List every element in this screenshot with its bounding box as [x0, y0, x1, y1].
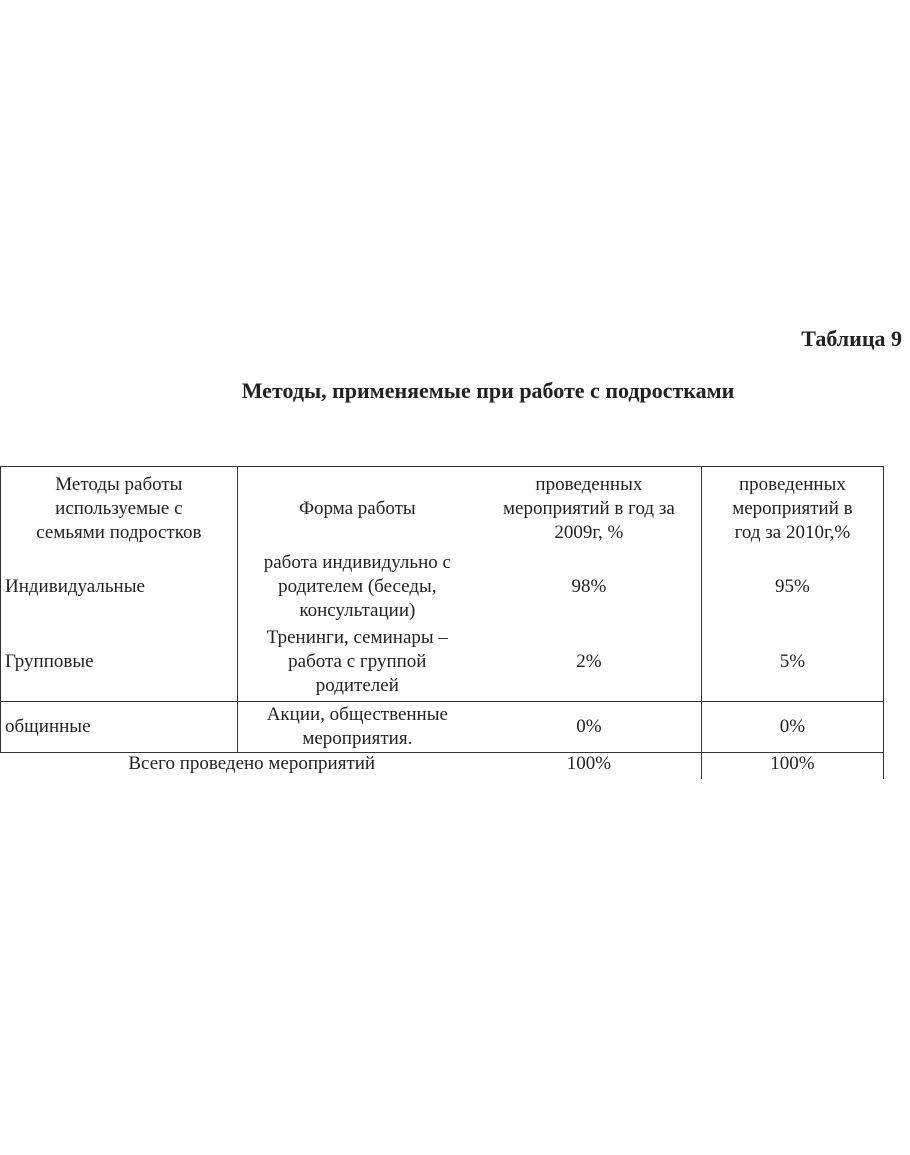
row-form-line: родителей: [315, 675, 399, 696]
row-form-line: родителем (беседы,: [278, 576, 437, 597]
header-methods-line: семьями подростков: [36, 522, 202, 543]
row-form: [237, 623, 477, 702]
row-value-2009: 0%: [477, 702, 701, 753]
header-2009-line: проведенных: [535, 474, 643, 495]
header-form-line: Форма работы: [298, 498, 416, 519]
table-title: Методы, применяемые при работе с подростками: [241, 378, 735, 403]
row-value-2009: 98%: [571, 576, 607, 597]
row-value-2010: 0%: [701, 702, 883, 753]
row-method: Индивидуальные: [1, 551, 238, 623]
table-header-row: [1, 467, 884, 552]
row-form-line: работа с группой: [288, 651, 427, 672]
header-2010-line: проведенных: [738, 474, 846, 495]
row-form-line: консультации): [299, 600, 416, 621]
header-2009-line: мероприятий в год за: [503, 498, 675, 519]
row-form-line: мероприятия.: [302, 728, 413, 749]
table-row: [1, 702, 884, 753]
table-total-row: [1, 753, 884, 780]
header-2009-line: 2009г, %: [554, 522, 624, 543]
header-2010-line: мероприятий в: [732, 498, 853, 519]
header-2010: [701, 467, 883, 552]
row-value-2009: 2%: [576, 651, 602, 672]
header-form: [237, 467, 477, 552]
row-form-line: Акции, общественные: [266, 704, 448, 725]
row-method: Групповые: [1, 623, 238, 702]
row-form-line: работа индивидульно с: [263, 552, 451, 573]
header-methods: [1, 467, 238, 552]
table-row: [1, 551, 884, 623]
header-methods-line: используемые с: [55, 498, 183, 519]
table-number: Таблица 9: [801, 326, 902, 351]
row-value-2010: 5%: [701, 623, 883, 702]
total-value-2009: 100%: [566, 753, 612, 774]
header-2009: [477, 467, 701, 552]
methods-table: [0, 466, 884, 779]
header-methods-line: Методы работы: [55, 474, 183, 495]
row-form-line: Тренинги, семинары –: [266, 627, 448, 648]
row-method: общинные: [1, 702, 238, 753]
table-row: [1, 623, 884, 702]
header-2010-line: год за 2010г,%: [734, 522, 851, 543]
row-value-2010: 95%: [701, 551, 883, 623]
row-form: [237, 551, 477, 623]
total-label: Всего проведено мероприятий: [128, 753, 376, 774]
row-form: [237, 702, 477, 753]
total-value-2010: 100%: [701, 753, 883, 780]
